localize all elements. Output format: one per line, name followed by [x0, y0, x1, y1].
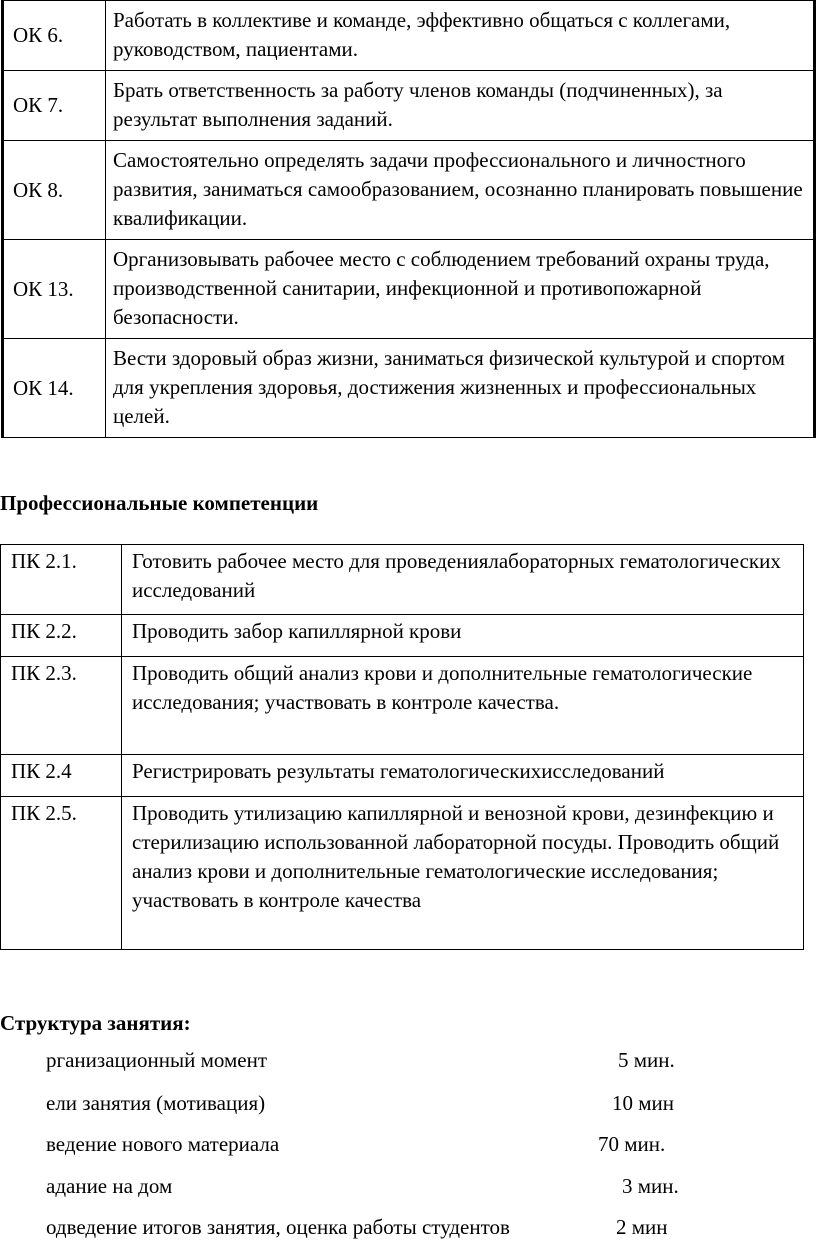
- competency-text: Готовить рабочее место для проведениялабораторных гематологических исследований: [122, 545, 804, 615]
- professional-competencies-table: [0, 544, 804, 950]
- competency-code: ОК 6.: [3, 1, 106, 71]
- competency-text: Регистрировать результаты гематологическихисследований: [122, 755, 804, 797]
- table-row: [3, 71, 815, 141]
- lesson-structure-heading: Структура занятия:: [0, 1011, 191, 1035]
- structure-stage: адание на дом: [46, 1174, 173, 1198]
- competency-code: ОК 8.: [3, 141, 106, 240]
- list-item: [46, 1213, 746, 1242]
- competency-code: ОК 13.: [3, 240, 106, 339]
- structure-stage: ели занятия (мотивация): [46, 1091, 266, 1115]
- table-row: [1, 615, 804, 657]
- professional-competencies-heading: Профессиональные компетенции: [0, 491, 319, 515]
- list-item: [46, 1172, 746, 1201]
- competency-text: Проводить общий анализ крови и дополнительные гематологические исследования; участвовать в контроле качества.: [122, 657, 804, 755]
- table-row: [1, 797, 804, 950]
- competency-text: Проводить забор капиллярной крови: [122, 615, 804, 657]
- competency-code: ПК 2.1.: [1, 545, 122, 615]
- competency-text: Проводить утилизацию капиллярной и венозной крови, дезинфекцию и стерилизацию использованной лабораторной посуды. Проводить общий анализ крови и дополнительные гематологические исследования; участвовать в контроле качества: [122, 797, 804, 950]
- competency-code: ОК 7.: [3, 71, 106, 141]
- structure-stage: одведение итогов занятия, оценка работы студентов: [46, 1215, 510, 1239]
- structure-stage: ведение нового материала: [46, 1132, 280, 1156]
- competency-text: Работать в коллективе и команде, эффективно общаться с коллегами, руководством, пациентами.: [106, 1, 815, 71]
- list-item: [46, 1089, 746, 1118]
- structure-duration: 5 мин.: [618, 1048, 675, 1072]
- competency-code: ОК 14.: [3, 339, 106, 438]
- table-row: [1, 657, 804, 755]
- table-row: [1, 545, 804, 615]
- list-item: [46, 1046, 746, 1075]
- structure-duration: 2 мин: [616, 1215, 668, 1239]
- structure-duration: 10 мин: [612, 1091, 675, 1115]
- table-row: [3, 1, 815, 71]
- table-row: [3, 141, 815, 240]
- competency-code: ПК 2.5.: [1, 797, 122, 950]
- structure-duration: 70 мин.: [598, 1132, 666, 1156]
- competency-text: Организовывать рабочее место с соблюдением требований охраны труда, производственной санитарии, инфекционной и противопожарной безопасности.: [106, 240, 815, 339]
- competency-code: ПК 2.4: [1, 755, 122, 797]
- competency-text: Вести здоровый образ жизни, заниматься физической культурой и спортом для укрепления здоровья, достижения жизненных и профессиональных целей.: [106, 339, 815, 438]
- competency-text: Брать ответственность за работу членов команды (подчиненных), за результат выполнения заданий.: [106, 71, 815, 141]
- structure-stage: рганизационный момент: [46, 1048, 267, 1072]
- table-row: [3, 240, 815, 339]
- general-competencies-table: [1, 0, 816, 438]
- competency-text: Самостоятельно определять задачи профессионального и личностного развития, заниматься самообразованием, осознанно планировать повышение квалификации.: [106, 141, 815, 240]
- competency-code: ПК 2.3.: [1, 657, 122, 755]
- table-row: [3, 339, 815, 438]
- structure-duration: 3 мин.: [622, 1174, 679, 1198]
- table-row: [1, 755, 804, 797]
- competency-code: ПК 2.2.: [1, 615, 122, 657]
- list-item: [46, 1130, 746, 1159]
